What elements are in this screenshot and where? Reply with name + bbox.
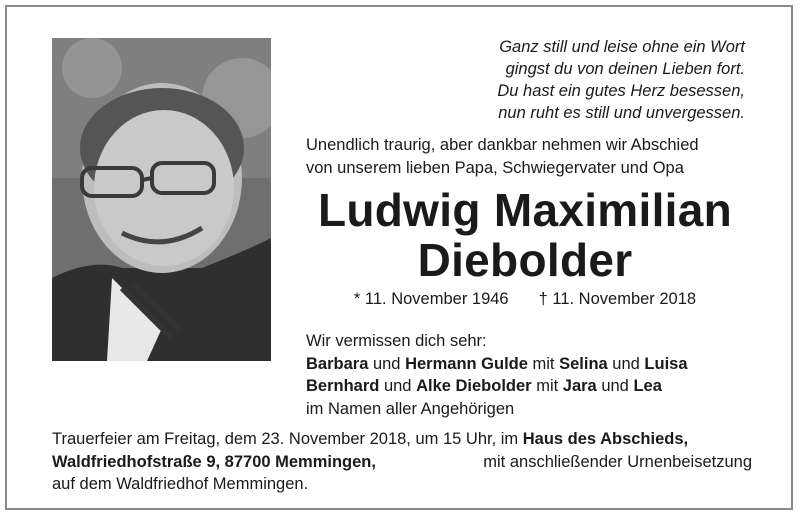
connector: und (596, 377, 634, 395)
mourner-name: Bernhard (306, 377, 380, 395)
family-line (306, 375, 776, 398)
connector: mit (531, 377, 563, 395)
intro-line: Unendlich traurig, aber dankbar nehmen wir Abschied (306, 136, 699, 154)
mourner-name: Luisa (644, 354, 688, 373)
mourner-name: Barbara (306, 354, 369, 373)
poem-line: nun ruht es still und unvergessen. (498, 104, 745, 122)
service-venue: Haus des Abschieds, (522, 430, 689, 448)
death-date: † 11. November 2018 (538, 290, 697, 308)
portrait-image (52, 38, 271, 361)
mourners-heading: Wir vermissen dich sehr: (306, 332, 487, 350)
deceased-first-names: Ludwig Maximilian (317, 184, 733, 236)
mourner-name: Hermann Gulde (405, 354, 528, 373)
mourner-name: Lea (633, 377, 662, 395)
portrait-photo (52, 38, 271, 361)
intro-line: von unserem lieben Papa, Schwiegervater und Opa (306, 159, 684, 177)
intro-text (306, 134, 756, 180)
deceased-surname: Diebolder (417, 234, 633, 286)
mourners-closing: im Namen aller Angehörigen (306, 399, 515, 418)
mourner-name: Jara (562, 377, 597, 395)
service-text: Trauerfeier am Freitag, dem 23. November 2018, um 15 Uhr, im (52, 430, 523, 448)
mourner-name: Alke Diebolder (416, 377, 532, 395)
connector: und (607, 354, 645, 373)
service-address: Waldfriedhofstraße 9, 87700 Memmingen, (52, 452, 376, 471)
service-info (52, 428, 752, 496)
poem-line: gingst du von deinen Lieben fort. (505, 60, 745, 78)
birth-date: * 11. November 1946 (353, 290, 509, 308)
service-text: mit anschließender Urnenbeisetzung (483, 452, 752, 471)
service-line (52, 428, 752, 451)
service-line: auf dem Waldfriedhof Memmingen. (52, 475, 309, 493)
life-dates (290, 290, 760, 309)
service-line (52, 451, 752, 474)
mourner-name: Selina (559, 354, 608, 373)
family-line (306, 353, 776, 376)
connector: und (368, 354, 406, 373)
mourners (306, 330, 776, 420)
connector: und (379, 377, 417, 395)
poem (415, 36, 745, 124)
poem-line: Du hast ein gutes Herz besessen, (497, 82, 745, 100)
deceased-name (290, 185, 760, 285)
connector: mit (527, 354, 560, 373)
poem-line: Ganz still und leise ohne ein Wort (499, 38, 745, 56)
